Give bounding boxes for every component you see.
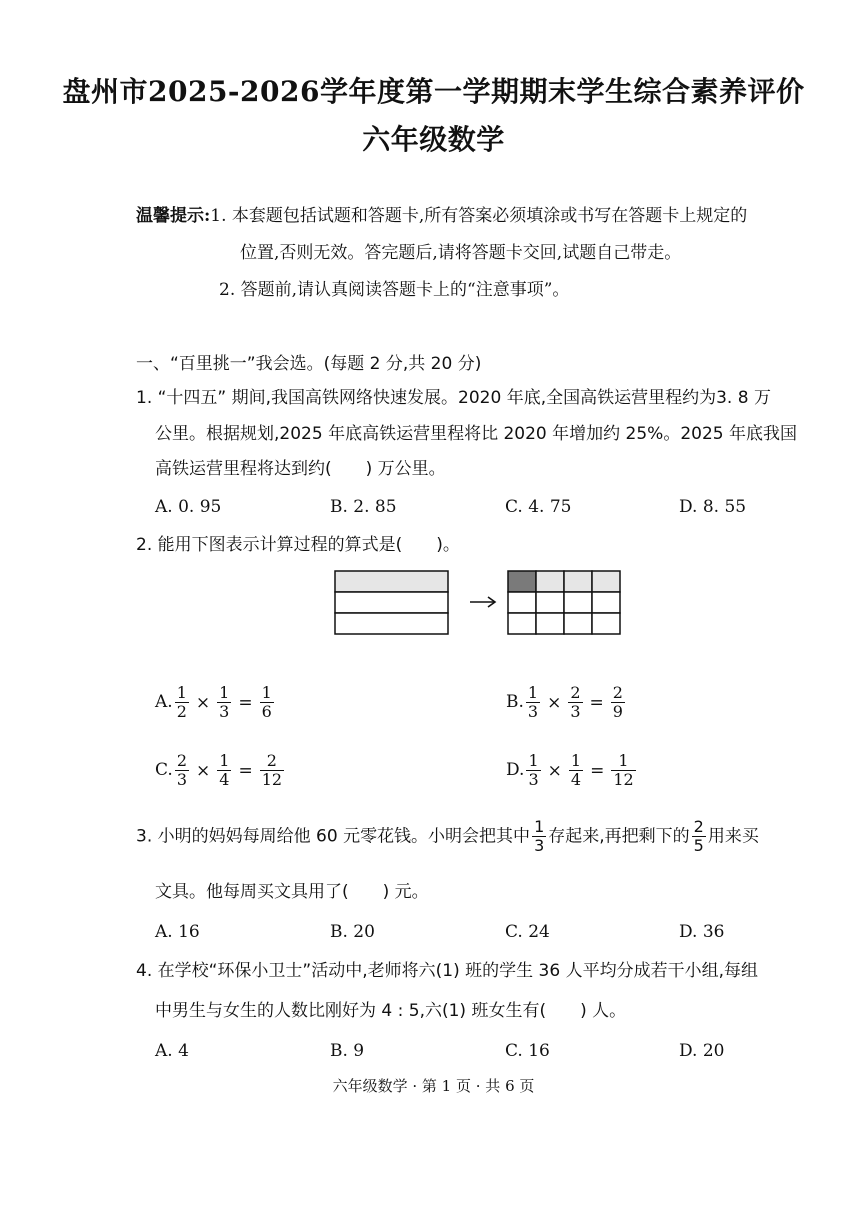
fraction: [569, 752, 583, 789]
numerator: 1: [176, 683, 187, 702]
q3-line-1: [136, 818, 759, 856]
fraction-two-fifths: [692, 818, 706, 855]
equals-sign: =: [590, 760, 605, 781]
q3-option-b: B. 20: [330, 922, 375, 942]
denominator: 6: [261, 702, 272, 721]
q1-line-3: 高铁运营里程将达到约( ) 万公里。: [155, 459, 446, 479]
numerator: 1: [570, 751, 582, 770]
q3-option-a: A. 16: [155, 922, 200, 942]
equals-sign: =: [238, 692, 253, 713]
fraction-diagram: [330, 568, 630, 644]
numerator: 1: [261, 683, 272, 702]
times-sign: ×: [547, 760, 562, 781]
grid-cell: [592, 592, 620, 613]
q3-option-d: D. 36: [679, 922, 725, 942]
fraction: [568, 684, 582, 721]
numerator: 2: [176, 751, 187, 770]
denominator: 4: [570, 770, 582, 789]
grid-cell: [508, 571, 536, 592]
left-rectangle: [335, 571, 448, 634]
q4-option-d: D. 20: [679, 1041, 725, 1061]
left-shaded-strip: [335, 571, 448, 592]
denominator: 3: [534, 836, 545, 855]
denominator: 12: [613, 770, 634, 789]
times-sign: ×: [547, 692, 562, 713]
exam-title: 盘州市2025-2026学年度第一学期期末学生综合素养评价: [62, 75, 805, 108]
numerator: 1: [528, 751, 539, 770]
grid-cell: [564, 571, 592, 592]
q2-option-d: [506, 752, 638, 789]
q4-option-b: B. 9: [330, 1041, 365, 1061]
q3-text-3: 用来买: [707, 826, 759, 847]
fraction: [217, 684, 231, 721]
q4-option-c: C. 16: [505, 1041, 550, 1061]
grid-cell: [564, 592, 592, 613]
tips-label: 温馨提示:: [136, 206, 211, 226]
fraction: [611, 752, 635, 789]
denominator: 3: [176, 770, 187, 789]
numerator: 1: [219, 751, 230, 770]
denominator: 3: [528, 770, 539, 789]
q3-text-1: 3. 小明的妈妈每周给他 60 元零花钱。小明会把其中: [136, 826, 531, 847]
q1-option-b: B. 2. 85: [330, 497, 397, 517]
page-footer: 六年级数学 · 第 1 页 · 共 6 页: [332, 1077, 535, 1095]
grid-cell: [536, 592, 564, 613]
fraction: [217, 752, 231, 789]
numerator: 1: [527, 683, 539, 702]
q2-stem: 2. 能用下图表示计算过程的算式是( )。: [136, 535, 460, 555]
grid-cell: [508, 592, 536, 613]
arrow-icon: [470, 597, 495, 607]
denominator: 5: [693, 836, 704, 855]
denominator: 4: [219, 770, 230, 789]
fraction-diagram-svg: [330, 568, 630, 640]
q2-option-c-letter: C.: [155, 760, 173, 780]
q1-option-d: D. 8. 55: [679, 497, 747, 517]
q1-line-1: 1. “十四五” 期间,我国高铁网络快速发展。2020 年底,全国高铁运营里程约为3. 8 万: [136, 388, 771, 408]
exam-subtitle: 六年级数学: [362, 123, 505, 156]
denominator: 3: [527, 702, 539, 721]
fraction: [175, 684, 189, 721]
q2-option-a: [155, 684, 276, 721]
right-grid: [508, 571, 620, 634]
fraction: [260, 684, 274, 721]
numerator: 2: [612, 683, 623, 702]
denominator: 12: [261, 770, 283, 789]
tips-line-1: [136, 204, 747, 228]
q4-option-a: A. 4: [155, 1041, 189, 1061]
q3-text-2: 存起来,再把剩下的: [548, 826, 690, 847]
q2-option-b: [506, 684, 627, 721]
numerator: 1: [534, 817, 545, 836]
times-sign: ×: [196, 760, 211, 781]
q2-option-d-letter: D.: [506, 760, 525, 780]
grid-cell: [592, 613, 620, 634]
times-sign: ×: [195, 692, 211, 713]
numerator: 2: [260, 752, 284, 771]
section-heading: 一、“百里挑一”我会选。(每题 2 分,共 20 分): [136, 354, 482, 374]
left-strip-3: [335, 613, 448, 634]
q4-line-1: 4. 在学校“环保小卫士”活动中,老师将六(1) 班的学生 36 人平均分成若干小组,每组: [136, 961, 758, 981]
fraction: [526, 752, 540, 789]
q3-option-c: C. 24: [505, 922, 550, 942]
q1-option-a: A. 0. 95: [155, 497, 222, 517]
equals-sign: =: [589, 692, 604, 713]
denominator: 3: [219, 702, 230, 721]
q2-option-c: [155, 752, 286, 789]
fraction: [611, 684, 625, 721]
fraction: [526, 684, 540, 721]
numerator: 2: [693, 817, 704, 836]
q2-option-a-letter: A.: [155, 692, 173, 712]
q1-line-2: 公里。根据规划,2025 年底高铁运营里程将比 2020 年增加约 25%。2025 年底我国: [155, 424, 797, 444]
tips-text-1: 1. 本套题包括试题和答题卡,所有答案必须填涂或书写在答题卡上规定的: [210, 206, 748, 226]
grid-cell: [564, 613, 592, 634]
equals-sign: =: [238, 760, 253, 781]
q2-option-b-letter: B.: [506, 692, 524, 712]
denominator: 2: [176, 702, 187, 721]
numerator: 1: [219, 683, 230, 702]
grid-cell: [536, 571, 564, 592]
q1-option-c: C. 4. 75: [505, 497, 572, 517]
fraction-one-third: [532, 818, 546, 855]
numerator: 2: [570, 683, 581, 702]
denominator: 3: [570, 702, 581, 721]
grid-cell: [536, 613, 564, 634]
tips-line-3: 2. 答题前,请认真阅读答题卡上的“注意事项”。: [219, 280, 570, 300]
grid-cell: [592, 571, 620, 592]
q4-line-2: 中男生与女生的人数比刚好为 4 : 5,六(1) 班女生有( ) 人。: [155, 1001, 627, 1021]
fraction: [175, 752, 189, 789]
denominator: 9: [612, 702, 623, 721]
grid-cell: [508, 613, 536, 634]
tips-line-2: 位置,否则无效。答完题后,请将答题卡交回,试题自己带走。: [240, 243, 682, 263]
fraction: [260, 752, 284, 789]
q3-line-2: 文具。他每周买文具用了( ) 元。: [155, 882, 429, 902]
left-strip-2: [335, 592, 448, 613]
numerator: 1: [611, 752, 635, 771]
